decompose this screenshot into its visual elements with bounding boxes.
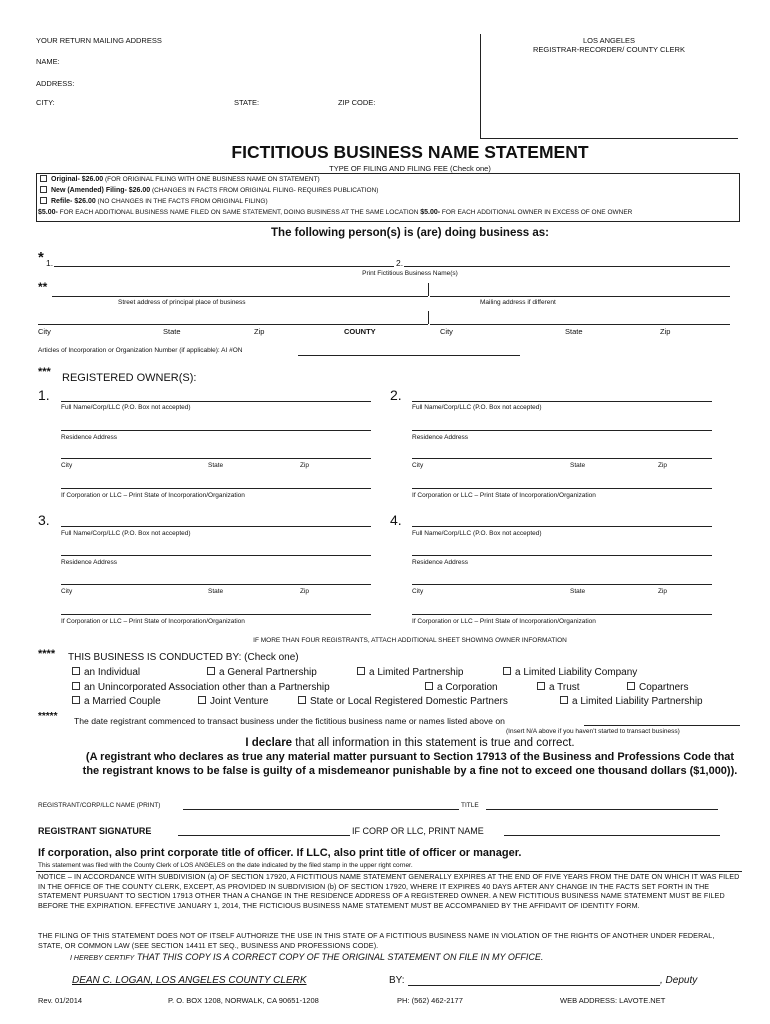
owner-3-state-label: State xyxy=(208,588,224,595)
owner-3-residence-field[interactable] xyxy=(61,555,371,556)
owners-stars: *** xyxy=(38,366,51,378)
additional-text1: FOR EACH ADDITIONAL BUSINESS NAME FILED ON SAME STATEMENT, DOING BUSINESS AT THE SAME LOCATION xyxy=(57,209,421,216)
owner-1-name-field[interactable] xyxy=(61,401,371,402)
business-name-1-field[interactable] xyxy=(54,266,394,267)
option-state-local-partners-label: State or Local Registered Domestic Partners xyxy=(310,696,508,707)
declaration-line1 xyxy=(0,737,770,749)
deputy-label: , Deputy xyxy=(660,975,698,986)
owner-3-residence-label: Residence Address xyxy=(61,559,118,566)
notice-paragraph: NOTICE – IN ACCORDANCE WITH SUBDIVISION (a) OF SECTION 17920, A FICTITIOUS NAME STATEMENT GENERALLY EXPIRES AT THE END OF FIVE YEARS FROM THE DATE ON WHICH IT WAS FILED IN THE OFFICE OF THE COUNTY CLERK, EXCEPT, AS PROVIDED IN SUBDIVISION (b) OF SECTION 17920, WHERE IT EXPIRES 40 DAYS AFTER ANY CHANGE IN THE FACTS SET FORTH IN THE STATEMENT PURSUANT TO SECTION 17913 OTHER THAN A CHANGE IN THE RESIDENCE ADDRESS OF A REGISTERED OWNER. A NEW FICTITIOUS BUSINESS NAME STATEMENT MUST BE FILED BEFORE THE EXPIRATION. EFFECTIVE JANUARY 1, 2014, THE FICTICIOUS BUSINESS NAME STATEMENT MUST BE ACCOMPANIED BY THE AFFIDAVIT OF IDENTITY FORM. xyxy=(38,872,740,910)
owner-4-residence-label: Residence Address xyxy=(412,559,469,566)
business-state-label: State xyxy=(163,327,181,336)
option-llp[interactable] xyxy=(560,696,703,707)
by-label: BY: xyxy=(389,975,405,986)
owner-1-state-label: State xyxy=(208,462,224,469)
owner-2-number: 2. xyxy=(390,387,402,403)
owner-1-city-field[interactable] xyxy=(61,458,371,459)
owner-2-residence-field[interactable] xyxy=(412,430,712,431)
street-address-field[interactable] xyxy=(52,296,428,297)
option-joint-venture[interactable] xyxy=(198,696,268,707)
conducted-heading: THIS BUSINESS IS CONDUCTED BY: (Check one) xyxy=(68,652,299,663)
address-label: ADDRESS: xyxy=(36,79,75,88)
owner-4-city-field[interactable] xyxy=(412,584,712,585)
additional-fee2: $5.00- xyxy=(420,209,441,216)
county-clerk-block xyxy=(480,36,738,54)
checkbox-individual[interactable] xyxy=(72,667,80,675)
star-two: ** xyxy=(38,280,48,294)
checkbox-llp[interactable] xyxy=(560,696,568,704)
commenced-date-field[interactable] xyxy=(584,725,740,726)
street-address-label: Street address of principal place of business xyxy=(118,299,246,306)
title-field[interactable] xyxy=(486,809,718,810)
option-llc-label: a Limited Liability Company xyxy=(515,667,638,678)
option-limited-partnership-label: a Limited Partnership xyxy=(369,667,464,678)
name-label: NAME: xyxy=(36,57,60,66)
option-unincorporated-label: an Unincorporated Association other than a Partnership xyxy=(84,682,330,693)
option-state-local-partners[interactable] xyxy=(298,696,508,707)
declaration-lead: I declare xyxy=(245,737,293,749)
option-married-couple-label: a Married Couple xyxy=(84,696,161,707)
option-individual[interactable] xyxy=(72,667,140,678)
owner-2-corp-label: If Corporation or LLC – Print State of Incorporation/Organization xyxy=(412,492,596,499)
refile-note: (NO CHANGES IN THE FACTS FROM ORIGINAL FILING) xyxy=(95,198,268,206)
additional-text2: FOR EACH ADDITIONAL OWNER IN EXCESS OF ONE OWNER xyxy=(440,209,633,216)
owner-2-name-field[interactable] xyxy=(412,401,712,402)
owner-3-name-label: Full Name/Corp/LLC (P.O. Box not accepted) xyxy=(61,530,191,537)
more-registrants-note: IF MORE THAN FOUR REGISTRANTS, ATTACH ADDITIONAL SHEET SHOWING OWNER INFORMATION xyxy=(253,637,567,644)
declaration-line1-text: that all information in this statement is true and correct. xyxy=(292,737,575,749)
filed-note: This statement was filed with the County Clerk of LOS ANGELES on the date indicated by the filed stamp in the upper right corner. xyxy=(38,862,413,869)
option-copartners-label: Copartners xyxy=(639,682,689,693)
mailing-address-label: Mailing address if different xyxy=(480,299,556,306)
owner-3-name-field[interactable] xyxy=(61,526,371,527)
owner-3-zip-label: Zip xyxy=(300,588,310,595)
phone: PH: (562) 462-2177 xyxy=(397,996,463,1005)
checkbox-unincorporated[interactable] xyxy=(72,682,80,690)
checkbox-new[interactable] xyxy=(40,186,47,193)
mailing-city-label: City xyxy=(440,327,453,336)
commenced-note: (Insert N/A above if you haven’t started to transact business) xyxy=(506,728,680,735)
address-separator-2 xyxy=(428,311,429,324)
owner-3-city-label: City xyxy=(61,588,73,595)
business-name-2-field[interactable] xyxy=(404,266,730,267)
doing-business-heading: The following person(s) is (are) doing business as: xyxy=(271,227,549,239)
owner-4-state-label: State xyxy=(570,588,586,595)
checkbox-state-local-partners[interactable] xyxy=(298,696,306,704)
option-trust-label: a Trust xyxy=(549,682,580,693)
certify-lead: I HEREBY CERTIFY xyxy=(70,955,135,962)
owner-1-zip-label: Zip xyxy=(300,462,310,469)
checkbox-original[interactable] xyxy=(40,175,47,182)
owner-4-number: 4. xyxy=(390,512,402,528)
owner-3-corp-field[interactable] xyxy=(61,614,371,615)
filing-original[interactable] xyxy=(40,176,320,183)
web-address: WEB ADDRESS: LAVOTE.NET xyxy=(560,996,666,1005)
commenced-text: The date registrant commenced to transact business under the fictitious business name or names listed above on xyxy=(74,716,505,726)
header-bottom-rule xyxy=(480,138,738,139)
new-label: New (Amended) Filing- $26.00 xyxy=(51,187,151,195)
business-city-label: City xyxy=(38,327,51,336)
signature-label: REGISTRANT SIGNATURE xyxy=(38,826,152,836)
checkbox-joint-venture[interactable] xyxy=(198,696,206,704)
star-one: * xyxy=(38,249,44,266)
additional-fees xyxy=(38,209,632,216)
option-general-partnership-label: a General Partnership xyxy=(219,667,317,678)
zip-label: ZIP CODE: xyxy=(338,98,376,107)
owner-1-corp-label: If Corporation or LLC – Print State of Incorporation/Organization xyxy=(61,492,245,499)
owner-1-city-label: City xyxy=(61,462,73,469)
filing-new[interactable] xyxy=(40,187,378,194)
owner-4-corp-field[interactable] xyxy=(412,614,712,615)
checkbox-refile[interactable] xyxy=(40,197,47,204)
corp-print-name-field[interactable] xyxy=(504,835,720,836)
option-individual-label: an Individual xyxy=(84,667,141,678)
county-clerk-name: DEAN C. LOGAN, LOS ANGELES COUNTY CLERK xyxy=(72,975,307,986)
title-label: TITLE xyxy=(461,802,479,809)
option-unincorporated[interactable] xyxy=(72,682,330,693)
state-label: STATE: xyxy=(234,98,260,107)
owner-2-city-field[interactable] xyxy=(412,458,712,459)
filing-notice-paragraph: THE FILING OF THIS STATEMENT DOES NOT OF ITSELF AUTHORIZE THE USE IN THIS STATE OF A FICTITIOUS BUSINESS NAME IN VIOLATION OF THE RIGHTS OF ANOTHER UNDER FEDERAL, STATE, OR COMMON LAW (SEE SECTION 14411 ET SEQ., BUSINESS AND PROFESSIONS CODE). xyxy=(38,931,715,950)
owner-2-city-label: City xyxy=(412,462,424,469)
registrant-name-label: REGISTRANT/CORP/LLC NAME (PRINT) xyxy=(38,802,161,809)
owner-3-number: 3. xyxy=(38,512,50,528)
conducted-stars: **** xyxy=(38,648,56,660)
declaration-line3: the registrant knows to be false is guilty of a misdemeanor punishable by a fine not to exceed one thousand dollars ($1,000)). xyxy=(82,765,738,777)
owner-1-residence-field[interactable] xyxy=(61,430,371,431)
mailing-state-label: State xyxy=(565,327,583,336)
city-label: CITY: xyxy=(36,98,55,107)
return-address-label: YOUR RETURN MAILING ADDRESS xyxy=(36,36,162,45)
page-title: FICTITIOUS BUSINESS NAME STATEMENT xyxy=(231,142,589,162)
declaration-line2: (A registrant who declares as true any material matter pursuant to Section 17913 of the Business and Professions Code that xyxy=(85,751,735,763)
checkbox-limited-partnership[interactable] xyxy=(357,667,365,675)
owner-4-name-label: Full Name/Corp/LLC (P.O. Box not accepted) xyxy=(412,530,542,537)
revision-date: Rev. 01/2014 xyxy=(38,996,83,1005)
articles-number-field[interactable] xyxy=(298,355,520,356)
additional-fee1: $5.00- xyxy=(38,209,58,216)
option-general-partnership[interactable] xyxy=(207,667,317,678)
new-note: (CHANGES IN FACTS FROM ORIGINAL FILING- REQUIRES PUBLICATION) xyxy=(150,187,379,195)
filing-refile[interactable] xyxy=(40,198,268,205)
original-label: Original- $26.00 xyxy=(51,176,104,184)
option-joint-venture-label: Joint Venture xyxy=(210,696,269,707)
mailing-zip-label: Zip xyxy=(660,327,671,336)
checkbox-copartners[interactable] xyxy=(627,682,635,690)
owner-1-number: 1. xyxy=(38,387,50,403)
owner-4-zip-label: Zip xyxy=(658,588,668,595)
owner-3-city-field[interactable] xyxy=(61,584,371,585)
option-copartners[interactable] xyxy=(627,682,688,693)
signature-field[interactable] xyxy=(178,835,350,836)
owner-3-corp-label: If Corporation or LLC – Print State of Incorporation/Organization xyxy=(61,618,245,625)
checkbox-general-partnership[interactable] xyxy=(207,667,215,675)
mailing-address-field[interactable] xyxy=(430,296,730,297)
owner-2-state-label: State xyxy=(570,462,586,469)
checkbox-corporation[interactable] xyxy=(425,682,433,690)
print-names-label: Print Fictitious Business Name(s) xyxy=(362,270,458,277)
option-llp-label: a Limited Liability Partnership xyxy=(572,696,703,707)
owner-2-zip-label: Zip xyxy=(658,462,668,469)
owner-2-residence-label: Residence Address xyxy=(412,434,469,441)
city-state-zip-field[interactable] xyxy=(38,324,428,325)
certify-line xyxy=(70,952,543,962)
owner-1-residence-label: Residence Address xyxy=(61,434,118,441)
county-line1: LOS ANGELES xyxy=(582,36,636,45)
option-limited-partnership[interactable] xyxy=(357,667,464,678)
option-married-couple[interactable] xyxy=(72,696,161,707)
deputy-signature-field[interactable] xyxy=(408,985,660,986)
checkbox-married-couple[interactable] xyxy=(72,696,80,704)
filing-type-heading: TYPE OF FILING AND FILING FEE (Check one) xyxy=(329,164,491,173)
owner-1-name-label: Full Name/Corp/LLC (P.O. Box not accepted) xyxy=(61,404,191,411)
checkbox-trust[interactable] xyxy=(537,682,545,690)
option-corporation[interactable] xyxy=(425,682,498,693)
owner-4-residence-field[interactable] xyxy=(412,555,712,556)
corp-title-note: If corporation, also print corporate title of officer. If LLC, also print title of officer or manager. xyxy=(38,847,522,859)
owner-2-corp-field[interactable] xyxy=(412,488,712,489)
option-llc[interactable] xyxy=(503,667,637,678)
po-box: P. O. BOX 1208, NORWALK, CA 90651-1208 xyxy=(168,996,319,1005)
checkbox-llc[interactable] xyxy=(503,667,511,675)
owner-1-corp-field[interactable] xyxy=(61,488,371,489)
owner-4-city-label: City xyxy=(412,588,424,595)
owners-heading: REGISTERED OWNER(S): xyxy=(62,372,197,384)
registrant-name-field[interactable] xyxy=(183,809,459,810)
option-corporation-label: a Corporation xyxy=(437,682,498,693)
corp-print-name-label: IF CORP OR LLC, PRINT NAME xyxy=(352,826,484,836)
owner-4-corp-label: If Corporation or LLC – Print State of Incorporation/Organization xyxy=(412,618,596,625)
mailing-city-state-zip-field[interactable] xyxy=(430,324,730,325)
county-line2: REGISTRAR-RECORDER/ COUNTY CLERK xyxy=(533,45,685,54)
certify-text: THAT THIS COPY IS A CORRECT COPY OF THE ORIGINAL STATEMENT ON FILE IN MY OFFICE. xyxy=(134,952,544,962)
owner-4-name-field[interactable] xyxy=(412,526,712,527)
county-label: COUNTY xyxy=(344,327,376,336)
business-name-1-number: 1. xyxy=(46,258,54,268)
refile-label: Refile- $26.00 xyxy=(51,198,96,206)
owner-2-name-label: Full Name/Corp/LLC (P.O. Box not accepted) xyxy=(412,404,542,411)
business-zip-label: Zip xyxy=(254,327,265,336)
original-note: (FOR ORIGINAL FILING WITH ONE BUSINESS NAME ON STATEMENT) xyxy=(103,176,320,184)
business-name-2-number: 2. xyxy=(396,258,404,268)
address-separator-1 xyxy=(428,283,429,296)
option-trust[interactable] xyxy=(537,682,580,693)
articles-label: Articles of Incorporation or Organization Number (if applicable): AI #ON xyxy=(38,347,243,354)
commenced-stars: ***** xyxy=(38,711,58,722)
